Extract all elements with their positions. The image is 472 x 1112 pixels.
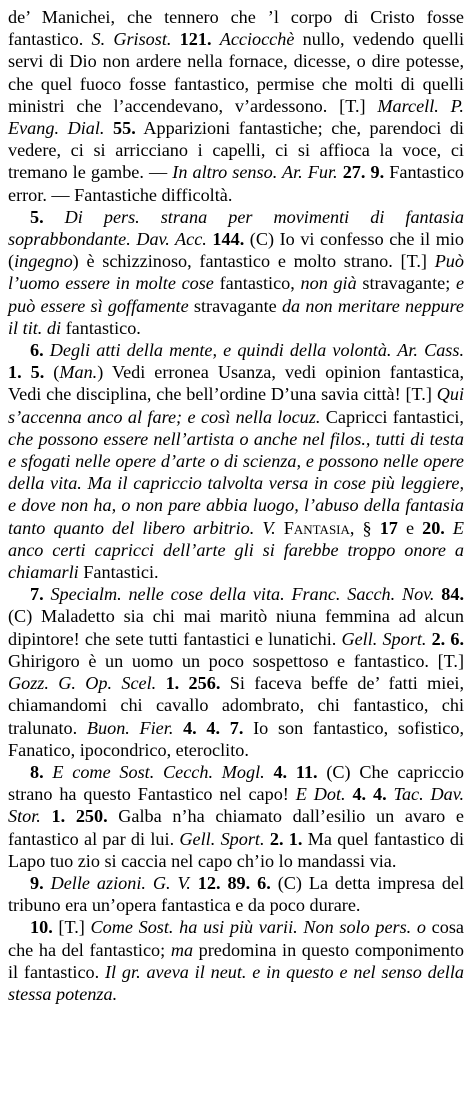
text-run: 4. bbox=[206, 717, 221, 738]
text-run: (C) Maladetto sia chi mai maritò niuna femmina ad alcun dipintore! che sete tutti fantastici e lunatichi. bbox=[8, 606, 464, 649]
text-run: Si faceva beffe de’ fatti miei, chiamandomi chi cavallo adombrato, chi fantastico, chi tralunato. bbox=[8, 673, 465, 738]
text-run: (C) La detta impresa del tribuno era un’opera fantastica e da poco durare. bbox=[8, 872, 465, 916]
paragraph-sense-7 bbox=[8, 583, 464, 761]
text-run: Può l’uomo essere in molte cose bbox=[8, 251, 464, 294]
text-run bbox=[191, 873, 198, 893]
text-run: Buon. Fier. bbox=[86, 717, 174, 738]
text-run: 4. bbox=[273, 761, 288, 782]
text-run: 4. bbox=[372, 784, 387, 805]
text-run bbox=[65, 806, 76, 826]
text-run: 1. bbox=[165, 673, 180, 694]
text-run: 9. bbox=[370, 162, 385, 183]
text-run: 144. bbox=[212, 229, 245, 250]
text-run: 250. bbox=[75, 806, 108, 827]
text-run: da non meritare neppure il tit. di bbox=[8, 295, 464, 338]
text-run: ingegno bbox=[14, 251, 73, 272]
text-run: 11. bbox=[295, 761, 318, 782]
text-run bbox=[171, 29, 179, 49]
text-run: E anco certi capricci dell’arte gli si farebbe troppo onore a chiamarli bbox=[8, 517, 465, 583]
text-run: 256. bbox=[188, 673, 221, 694]
text-run: S. Grisost. bbox=[91, 29, 172, 50]
text-run: , § bbox=[349, 517, 380, 538]
text-run: [T.] bbox=[52, 917, 91, 938]
text-run: 2. bbox=[269, 828, 284, 849]
text-run: predomina in questo componimento il fantastico. bbox=[8, 939, 464, 982]
text-run: 9. bbox=[30, 872, 44, 893]
text-run: In altro senso. Ar. Fur. bbox=[172, 162, 338, 183]
text-run: Fantastico error. — Fantastiche difficoltà. bbox=[8, 162, 465, 205]
text-run: 12. bbox=[197, 872, 221, 893]
text-run: cosa che ha del fantastico; bbox=[8, 917, 464, 960]
text-run: Ghirigoro è un uomo un poco sospettoso e fantastico. [T.] bbox=[8, 650, 464, 671]
text-run: 1. bbox=[8, 362, 22, 383]
text-run: ) Vedi erronea Usanza, vedi opinion fantastica, Vedi che disciplina, che bell’ordine D’una savia città! [T.] bbox=[8, 362, 464, 405]
text-run: Gell. Sport. bbox=[341, 628, 427, 649]
text-run: 7. bbox=[229, 717, 244, 738]
text-run bbox=[211, 29, 219, 49]
text-run: 6. bbox=[30, 340, 44, 361]
text-run bbox=[22, 362, 31, 382]
text-run: Galba n’ha chiamato dall’esilio un avaro e fantastico al par di lui. bbox=[8, 806, 464, 849]
text-run: 1. bbox=[288, 828, 303, 849]
text-run bbox=[197, 718, 207, 738]
text-run: 5. bbox=[30, 362, 45, 383]
text-run: nullo, vedendo quelli servi di Dio non ardere nella fornace, dicesse, o dire potesse, che quel fuoco fosse fantastico, permise che molti di quelli ministri che l’accendevano, v’ardessono. [T.] bbox=[8, 29, 465, 116]
text-run: E Dot. bbox=[295, 784, 346, 805]
text-run: 89. bbox=[227, 872, 251, 893]
text-run: 7. bbox=[30, 584, 44, 605]
text-run bbox=[173, 718, 183, 738]
text-run: Marcell. P. Evang. Dial. bbox=[8, 95, 464, 139]
paragraph-sense-8 bbox=[8, 761, 464, 872]
text-run: Capricci fantastici, bbox=[320, 406, 464, 427]
text-run: 20. bbox=[422, 517, 445, 538]
text-run: 6. bbox=[257, 872, 271, 893]
text-run bbox=[276, 518, 284, 538]
text-run: 17 bbox=[379, 517, 398, 538]
text-run: Ma quel fantastico di Lapo tuo zio si caccia nel capo ch’io lo mandassi via. bbox=[8, 828, 465, 871]
text-run: non già bbox=[300, 273, 357, 294]
text-run: Degli atti della mente, e quindi della volontà. Ar. Cass. bbox=[49, 340, 464, 361]
text-run: e può essere sì goffamente bbox=[8, 273, 465, 316]
text-run: ( bbox=[44, 362, 60, 383]
text-run: 27. bbox=[342, 162, 366, 183]
text-run: 55. bbox=[113, 118, 136, 139]
text-run bbox=[44, 207, 65, 227]
text-run: fantastico. bbox=[61, 317, 141, 338]
text-run: 2. bbox=[431, 628, 446, 649]
text-run: Tac. Dav. Stor. bbox=[8, 784, 465, 827]
text-run: che possono essere nell’artista o anche nel filos., tutti di testa e sfogati nelle opere d’arte o di scienza, e possono nelle opere della vita. Ma il capriccio talvolta versa in cose più leggiere, e dove non ha, o non pare abbia luogo, l’abuso della fantasia tanto quanto del libero arbitrio. V. bbox=[8, 428, 464, 538]
text-run: Il gr. aveva il neut. e in questo e nel senso della stessa potenza. bbox=[8, 961, 464, 1004]
text-run: Specialm. nelle cose della vita. Franc. Sacch. Nov. bbox=[50, 584, 435, 605]
text-run: 5. bbox=[30, 206, 44, 227]
text-run: Man. bbox=[59, 362, 98, 383]
text-run: Apparizioni fantastiche; che, parendoci di vedere, ci si arricciano i capelli, ci si affioca la voce, ci tremano le gambe. — bbox=[8, 118, 464, 183]
text-run bbox=[156, 673, 165, 693]
text-run: stravagante bbox=[188, 295, 282, 316]
text-run: stravagante; bbox=[356, 273, 456, 294]
text-run: Acciocchè bbox=[219, 29, 295, 50]
text-run: 1. bbox=[51, 806, 66, 827]
paragraph-sense-6 bbox=[8, 339, 464, 583]
paragraph-sense-10 bbox=[8, 916, 464, 1005]
text-run: Io son fantastico, sofistico, Fanatico, ipocondrico, eteroclito. bbox=[8, 717, 465, 760]
text-run: (C) Che capriccio strano ha questo Fantastico nel capo! bbox=[8, 761, 465, 805]
text-run bbox=[44, 873, 51, 893]
paragraph-sense-9 bbox=[8, 872, 464, 916]
text-run: 4. bbox=[352, 784, 367, 805]
text-run: e bbox=[397, 517, 423, 538]
text-run bbox=[366, 784, 373, 804]
text-run bbox=[220, 718, 230, 738]
text-run: 8. bbox=[30, 761, 44, 782]
text-run: Fantasia bbox=[283, 517, 350, 538]
text-run bbox=[41, 806, 52, 826]
text-run: Fantastici. bbox=[78, 562, 159, 583]
text-run: Gell. Sport. bbox=[179, 828, 265, 849]
text-run: Come Sost. ha usi più varii. Non solo pers. o bbox=[90, 917, 426, 938]
text-run bbox=[445, 518, 453, 538]
text-run bbox=[179, 673, 188, 693]
text-run: ) è schizzinoso, fantastico e molto strano. [T.] bbox=[72, 251, 435, 272]
text-run bbox=[387, 784, 394, 804]
text-run: 4. bbox=[183, 717, 197, 738]
text-run: Di pers. strana per movimenti di fantasia soprabbondante. Dav. Acc. bbox=[8, 206, 465, 250]
paragraph-sense-5 bbox=[8, 206, 464, 339]
text-run bbox=[104, 118, 113, 138]
text-run: 121. bbox=[179, 29, 212, 50]
text-run: fantastico, bbox=[213, 273, 301, 294]
text-run: de’ Manichei, che tennero che ’l corpo di Cristo fosse fantastico. bbox=[8, 7, 464, 50]
text-run: E come Sost. Cecch. Mogl. bbox=[52, 761, 265, 782]
text-run: ma bbox=[170, 939, 194, 960]
text-run: (C) Io vi confesso che il mio ( bbox=[8, 229, 464, 272]
text-run: 6. bbox=[450, 628, 465, 649]
text-run: 84. bbox=[441, 584, 465, 605]
text-run: 10. bbox=[30, 917, 53, 938]
text-run bbox=[287, 762, 296, 782]
paragraph-continuation bbox=[8, 6, 464, 206]
text-run: Delle azioni. G. V. bbox=[50, 872, 191, 893]
text-run: Gozz. G. Op. Scel. bbox=[8, 673, 157, 694]
text-run: Qui s’accenna anco al fare; e così nella locuz. bbox=[8, 384, 464, 427]
